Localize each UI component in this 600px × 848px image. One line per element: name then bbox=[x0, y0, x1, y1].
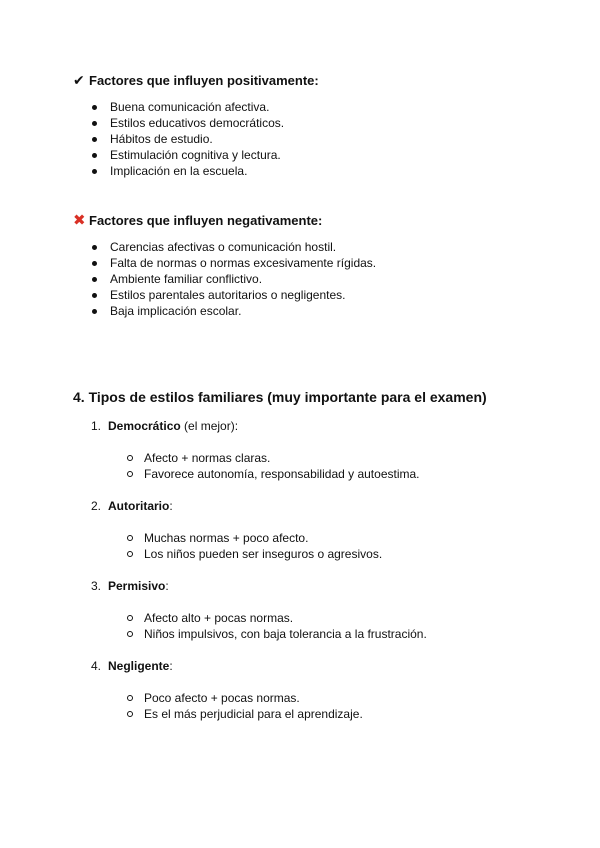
style-suffix: : bbox=[165, 579, 169, 593]
list-item: Buena comunicación afectiva. bbox=[90, 99, 284, 115]
positive-factors-list bbox=[90, 99, 284, 179]
list-item: Estilos educativos democráticos. bbox=[90, 115, 284, 131]
bullet-icon bbox=[92, 121, 97, 126]
style-points-democratico bbox=[127, 450, 420, 482]
list-item: Es el más perjudicial para el aprendizaje. bbox=[127, 706, 363, 722]
hollow-bullet-icon bbox=[127, 711, 133, 717]
positive-factors-title: Factores que influyen positivamente: bbox=[89, 73, 319, 88]
list-item: Favorece autonomía, responsabilidad y autoestima. bbox=[127, 466, 420, 482]
cross-mark-icon: ✖ bbox=[73, 212, 86, 229]
list-item: Hábitos de estudio. bbox=[90, 131, 284, 147]
style-points-autoritario bbox=[127, 530, 382, 562]
style-number: 2. bbox=[91, 499, 102, 513]
hollow-bullet-icon bbox=[127, 615, 133, 621]
list-item: Implicación en la escuela. bbox=[90, 163, 284, 179]
list-item: Muchas normas + poco afecto. bbox=[127, 530, 382, 546]
list-item: Afecto + normas claras. bbox=[127, 450, 420, 466]
hollow-bullet-icon bbox=[127, 631, 133, 637]
style-item-negligente bbox=[91, 659, 173, 673]
positive-factors-heading bbox=[73, 72, 319, 89]
list-item: Poco afecto + pocas normas. bbox=[127, 690, 363, 706]
hollow-bullet-icon bbox=[127, 471, 133, 477]
hollow-bullet-icon bbox=[127, 695, 133, 701]
bullet-icon bbox=[92, 245, 97, 250]
bullet-icon bbox=[92, 277, 97, 282]
bullet-icon bbox=[92, 309, 97, 314]
style-name: Permisivo bbox=[108, 579, 166, 593]
list-item: Falta de normas o normas excesivamente rígidas. bbox=[90, 255, 376, 271]
style-item-autoritario bbox=[91, 499, 173, 513]
style-name: Democrático bbox=[108, 419, 181, 433]
section-title: 4. Tipos de estilos familiares (muy importante para el examen) bbox=[73, 389, 487, 405]
bullet-icon bbox=[92, 293, 97, 298]
list-item: Los niños pueden ser inseguros o agresivos. bbox=[127, 546, 382, 562]
negative-factors-title: Factores que influyen negativamente: bbox=[89, 212, 323, 228]
negative-factors-list bbox=[90, 239, 376, 319]
negative-factors-heading bbox=[73, 211, 322, 229]
list-item: Afecto alto + pocas normas. bbox=[127, 610, 427, 626]
style-suffix: (el mejor): bbox=[180, 419, 239, 433]
bullet-icon bbox=[92, 261, 97, 266]
list-item: Baja implicación escolar. bbox=[90, 303, 376, 319]
style-points-negligente bbox=[127, 690, 363, 722]
style-points-permisivo bbox=[127, 610, 427, 642]
list-item: Ambiente familiar conflictivo. bbox=[90, 271, 376, 287]
bullet-icon bbox=[92, 105, 97, 110]
style-item-democratico bbox=[91, 419, 238, 433]
style-suffix: : bbox=[169, 659, 173, 673]
bullet-icon bbox=[92, 137, 97, 142]
list-item: Estilos parentales autoritarios o negligentes. bbox=[90, 287, 376, 303]
bullet-icon bbox=[92, 153, 97, 158]
style-number: 4. bbox=[91, 659, 102, 673]
hollow-bullet-icon bbox=[127, 535, 133, 541]
hollow-bullet-icon bbox=[127, 455, 133, 461]
list-item: Estimulación cognitiva y lectura. bbox=[90, 147, 284, 163]
bullet-icon bbox=[92, 169, 97, 174]
style-name: Autoritario bbox=[108, 499, 170, 513]
check-mark-icon: ✔ bbox=[73, 72, 85, 88]
list-item: Niños impulsivos, con baja tolerancia a la frustración. bbox=[127, 626, 427, 642]
style-item-permisivo bbox=[91, 579, 169, 593]
hollow-bullet-icon bbox=[127, 551, 133, 557]
style-name: Negligente bbox=[108, 659, 170, 673]
style-number: 3. bbox=[91, 579, 102, 593]
list-item: Carencias afectivas o comunicación hostil. bbox=[90, 239, 376, 255]
style-suffix: : bbox=[169, 499, 173, 513]
style-number: 1. bbox=[91, 419, 102, 433]
